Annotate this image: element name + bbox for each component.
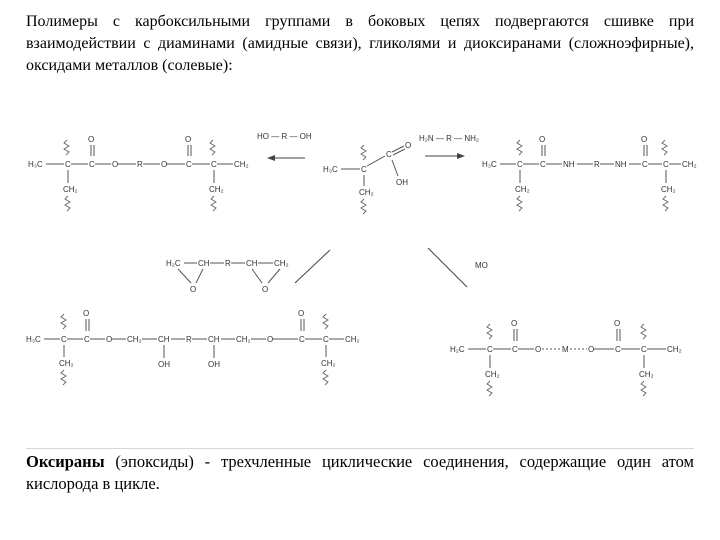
svg-text:C: C [89, 160, 95, 169]
svg-text:R: R [594, 160, 600, 169]
svg-text:CH₂: CH₂ [321, 359, 336, 368]
metal-oxide-label: MO [475, 261, 488, 270]
dioxirane-ester-structure [26, 309, 360, 385]
svg-text:O: O [267, 335, 274, 344]
svg-text:C: C [299, 335, 305, 344]
svg-text:C: C [512, 345, 518, 354]
svg-text:C: C [323, 335, 329, 344]
svg-text:C: C [642, 160, 648, 169]
svg-text:O: O [83, 309, 90, 318]
definition-text: (эпоксиды) - трехчленные циклические соединения, содержащие один атом кислорода в цикле. [26, 452, 694, 493]
svg-text:CH₂: CH₂ [515, 185, 530, 194]
svg-text:O: O [262, 285, 269, 294]
svg-text:CH₂: CH₂ [667, 345, 682, 354]
intro-paragraph: Полимеры с карбоксильными группами в боковых цепях подвергаются сшивке при взаимодействии с диаминами (амидные связи), гликолями и диоксиранами (сложноэфирные), оксидами металлов (солевые): [26, 13, 694, 74]
amide-structure [482, 135, 697, 211]
svg-text:CH₂: CH₂ [236, 335, 251, 344]
oxirane-definition [26, 451, 694, 495]
svg-text:O: O [190, 285, 197, 294]
svg-text:C: C [663, 160, 669, 169]
svg-text:C: C [540, 160, 546, 169]
metal-salt-structure [450, 319, 682, 396]
svg-text:CH₂: CH₂ [345, 335, 360, 344]
svg-text:O: O [112, 160, 119, 169]
svg-text:C: C [517, 160, 523, 169]
section-divider [26, 448, 694, 449]
svg-text:O: O [535, 345, 542, 354]
svg-text:CH: CH [246, 259, 258, 268]
svg-text:O: O [185, 135, 192, 144]
dioxirane-reagent [166, 259, 289, 294]
carboxyl-side-group [323, 141, 411, 214]
svg-text:C: C [211, 160, 217, 169]
svg-text:CH₂: CH₂ [63, 185, 78, 194]
svg-text:NH: NH [563, 160, 575, 169]
svg-text:O: O [539, 135, 546, 144]
svg-text:H₃C: H₃C [28, 160, 43, 169]
svg-text:CH₂: CH₂ [661, 185, 676, 194]
svg-text:CH₂: CH₂ [682, 160, 697, 169]
svg-text:O: O [298, 309, 305, 318]
svg-text:H₂C: H₂C [166, 259, 181, 268]
svg-text:O: O [161, 160, 168, 169]
svg-text:O: O [614, 319, 621, 328]
svg-text:C: C [615, 345, 621, 354]
svg-text:CH: CH [158, 335, 170, 344]
svg-text:R: R [225, 259, 231, 268]
svg-text:C: C [641, 345, 647, 354]
svg-text:O: O [511, 319, 518, 328]
svg-text:CH: CH [208, 335, 220, 344]
svg-text:R: R [186, 335, 192, 344]
svg-text:O: O [106, 335, 113, 344]
svg-text:CH₂: CH₂ [209, 185, 224, 194]
definition-term: Оксираны [26, 452, 105, 471]
svg-text:H₂C: H₂C [450, 345, 465, 354]
svg-text:R: R [137, 160, 143, 169]
svg-text:CH₂: CH₂ [639, 370, 654, 379]
svg-text:OH: OH [158, 360, 170, 369]
svg-text:C: C [84, 335, 90, 344]
svg-text:OH: OH [396, 178, 408, 187]
svg-text:H₃C: H₃C [26, 335, 41, 344]
svg-text:CH₂: CH₂ [485, 370, 500, 379]
svg-text:H₃C: H₃C [323, 165, 338, 174]
glycol-reagent: HO — R — OH [257, 132, 312, 141]
svg-text:C: C [65, 160, 71, 169]
svg-text:NH: NH [615, 160, 627, 169]
svg-text:C: C [487, 345, 493, 354]
svg-text:C: C [386, 150, 392, 159]
svg-text:CH₂: CH₂ [59, 359, 74, 368]
svg-text:M: M [562, 345, 569, 354]
svg-text:CH₂: CH₂ [274, 259, 289, 268]
svg-text:O: O [405, 141, 412, 150]
glycol-ester-structure [28, 135, 249, 211]
svg-text:H₃C: H₃C [482, 160, 497, 169]
diamine-reagent: H₂N — R — NH₂ [419, 134, 479, 143]
svg-text:O: O [588, 345, 595, 354]
svg-text:C: C [186, 160, 192, 169]
metal-oxide-path-line [428, 248, 467, 287]
svg-text:O: O [641, 135, 648, 144]
svg-text:CH₂: CH₂ [359, 188, 374, 197]
svg-text:O: O [88, 135, 95, 144]
svg-text:C: C [61, 335, 67, 344]
svg-text:CH₂: CH₂ [127, 335, 142, 344]
svg-text:C: C [361, 165, 367, 174]
svg-text:CH₂: CH₂ [234, 160, 249, 169]
svg-text:CH: CH [198, 259, 210, 268]
dioxirane-path-line [295, 250, 330, 283]
svg-text:OH: OH [208, 360, 220, 369]
